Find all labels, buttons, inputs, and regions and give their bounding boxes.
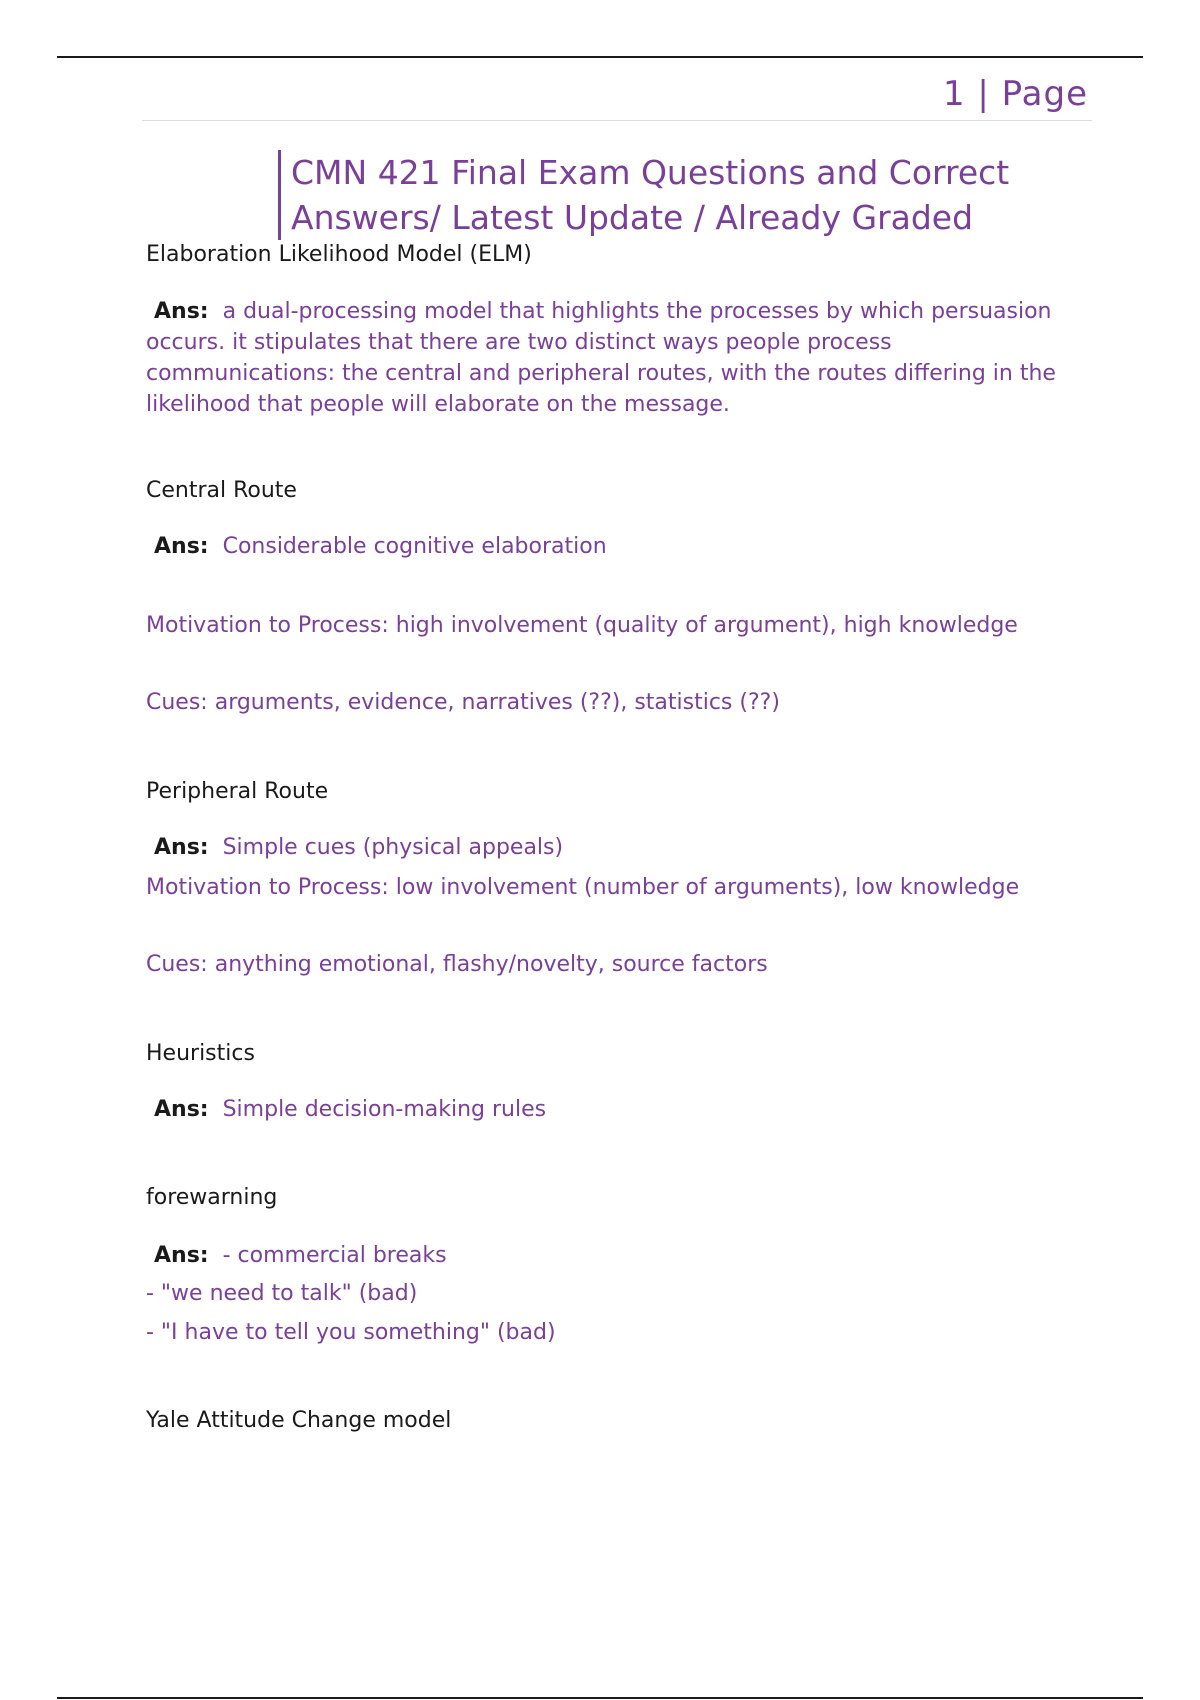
document-title bbox=[278, 150, 1051, 240]
bottom-rule bbox=[57, 1697, 1143, 1699]
ans-label: Ans: bbox=[154, 1243, 209, 1268]
answer-elm-text: a dual-processing model that highlights the processes by which persuasion occurs. it stipulates that there are two distinct ways people process communications: the central and peripheral routes, with the routes differing in the likelihood that people will elaborate on the message. bbox=[146, 299, 1056, 417]
term-heuristics: Heuristics bbox=[146, 1041, 255, 1066]
answer-elm bbox=[146, 296, 1086, 420]
forewarning-line-3: - "I have to tell you something" (bad) bbox=[146, 1320, 556, 1345]
top-rule bbox=[57, 56, 1143, 58]
ans-label: Ans: bbox=[154, 299, 209, 324]
forewarning-line-2: - "we need to talk" (bad) bbox=[146, 1281, 418, 1306]
answer-peripheral-route bbox=[154, 835, 563, 860]
title-line-2: Answers/ Latest Update / Already Graded bbox=[291, 198, 974, 237]
peripheral-cues: Cues: anything emotional, flashy/novelty, source factors bbox=[146, 952, 768, 977]
answer-heuristics bbox=[154, 1097, 546, 1122]
answer-forewarning-text: - commercial breaks bbox=[222, 1243, 447, 1268]
header-divider bbox=[142, 120, 1092, 121]
term-central-route: Central Route bbox=[146, 478, 297, 503]
page-number: 1 | Page bbox=[942, 74, 1088, 114]
term-forewarning: forewarning bbox=[146, 1185, 278, 1210]
peripheral-motivation: Motivation to Process: low involvement (number of arguments), low knowledge bbox=[146, 875, 1020, 900]
term-yale-model: Yale Attitude Change model bbox=[146, 1408, 452, 1433]
answer-heuristics-text: Simple decision-making rules bbox=[222, 1097, 547, 1122]
answer-forewarning bbox=[154, 1243, 447, 1268]
term-peripheral-route: Peripheral Route bbox=[146, 779, 329, 804]
ans-label: Ans: bbox=[154, 835, 209, 860]
answer-central-route bbox=[154, 534, 607, 559]
central-cues: Cues: arguments, evidence, narratives (??), statistics (??) bbox=[146, 690, 780, 715]
ans-label: Ans: bbox=[154, 1097, 209, 1122]
title-line-1: CMN 421 Final Exam Questions and Correct bbox=[291, 153, 1010, 192]
central-motivation: Motivation to Process: high involvement (quality of argument), high knowledge bbox=[146, 613, 1018, 638]
ans-label: Ans: bbox=[154, 534, 209, 559]
answer-central-text: Considerable cognitive elaboration bbox=[222, 534, 607, 559]
answer-peripheral-text: Simple cues (physical appeals) bbox=[222, 835, 564, 860]
term-elm: Elaboration Likelihood Model (ELM) bbox=[146, 242, 532, 267]
